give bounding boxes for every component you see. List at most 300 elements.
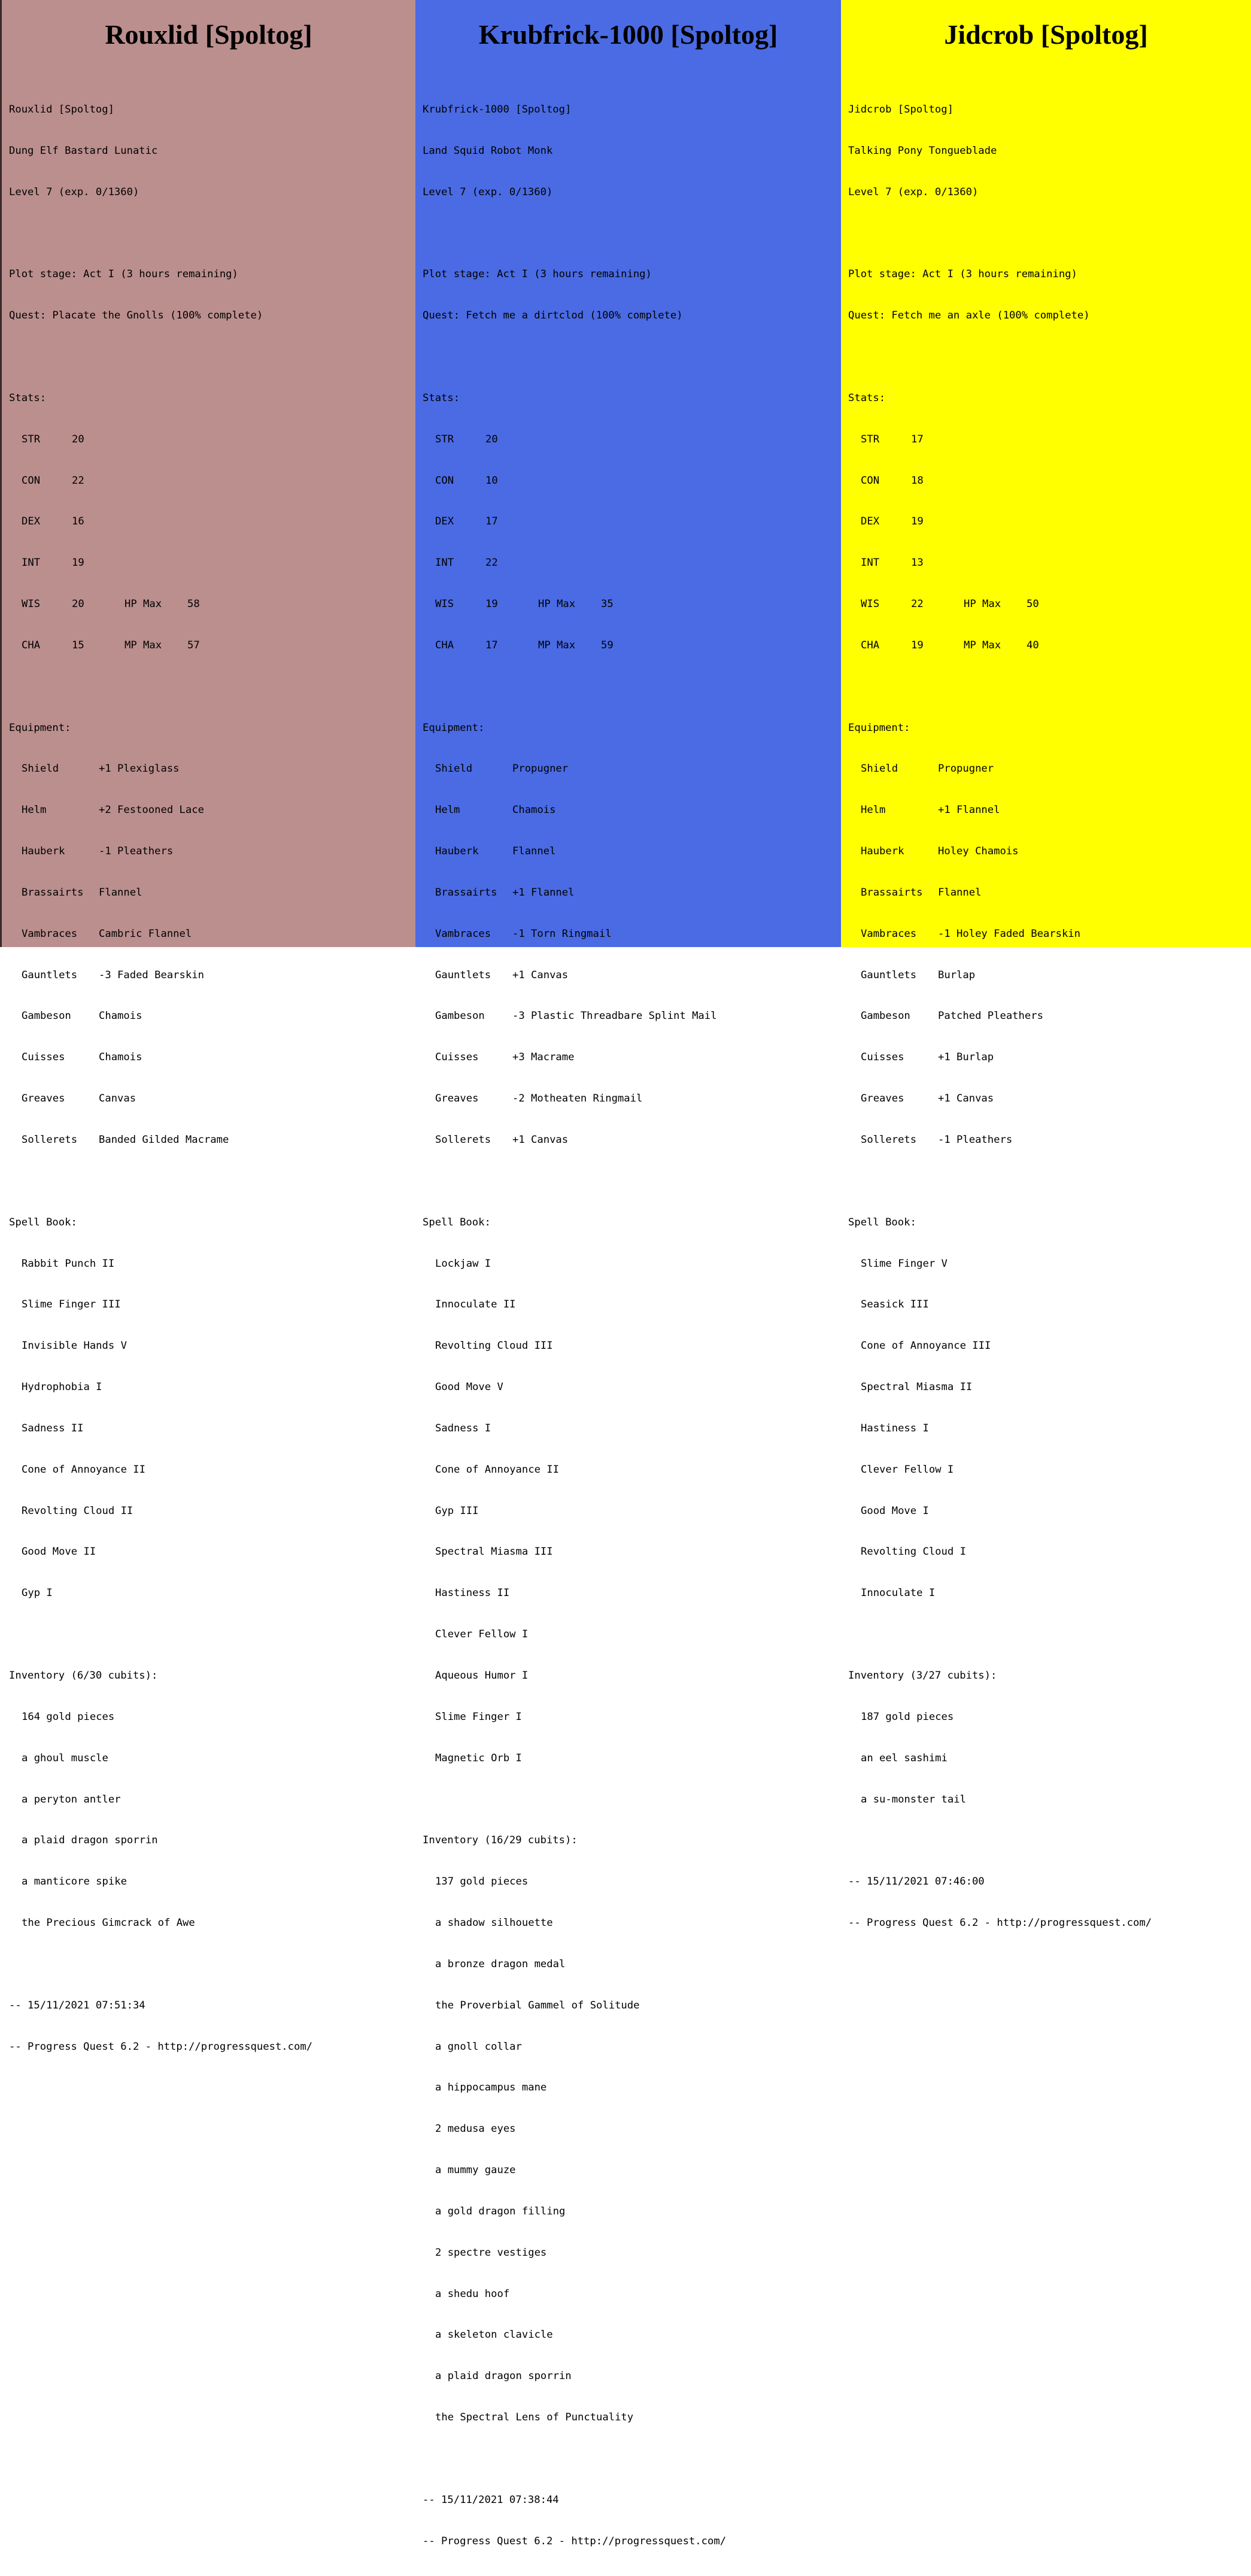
- spell-item: [848, 1586, 1251, 1600]
- stat-row: [848, 433, 1251, 447]
- inventory-item-name: a ghoul muscle: [22, 1752, 108, 1764]
- stat-row: [9, 433, 415, 447]
- character-name: Rouxlid [Spoltog]: [9, 103, 114, 116]
- equipment-slot: Gauntlets: [861, 969, 917, 981]
- equipment-row: [423, 1009, 841, 1023]
- stat-value: 19: [911, 639, 924, 651]
- spell-item: [848, 1298, 1251, 1312]
- equipment-item: +1 Canvas: [938, 1093, 994, 1105]
- inventory-item-name: a gnoll collar: [435, 2040, 522, 2053]
- stat-name: INT: [861, 557, 880, 569]
- spacer: [848, 226, 1251, 240]
- spacer: [848, 1175, 1251, 1188]
- stat-name: CON: [435, 474, 454, 487]
- equipment-slot: Sollerets: [861, 1134, 917, 1146]
- character-column-jidcrob: [841, 0, 1251, 1929]
- spell-item: [423, 1380, 841, 1394]
- spell-name: Revolting Cloud III: [435, 1340, 553, 1352]
- stat-name: INT: [22, 557, 41, 569]
- timestamp: -- 15/11/2021 07:51:34: [9, 1999, 145, 2011]
- stat-row: [9, 597, 415, 611]
- spell-item: [423, 1545, 841, 1559]
- equipment-row: [423, 927, 841, 941]
- equipment-header: Equipment:: [848, 721, 910, 734]
- character-name: Jidcrob [Spoltog]: [848, 103, 954, 116]
- equipment-row: [9, 1051, 415, 1064]
- inventory-item-name: an eel sashimi: [861, 1752, 948, 1764]
- mp-max-value: 57: [187, 639, 200, 651]
- inventory-item-name: a gold dragon filling: [435, 2205, 566, 2217]
- stat-name: DEX: [22, 515, 41, 528]
- inventory-item-name: 2 spectre vestiges: [435, 2246, 547, 2259]
- equipment-item: +1 Canvas: [512, 1134, 569, 1146]
- stat-value: 20: [72, 433, 84, 445]
- equipment-row: [423, 803, 841, 817]
- spacer: [848, 1628, 1251, 1642]
- stat-name: STR: [861, 433, 880, 445]
- equipment-item: +2 Festooned Lace: [99, 804, 204, 817]
- spell-name: Sadness I: [435, 1422, 491, 1434]
- spacer: [423, 226, 841, 240]
- equipment-slot: Hauberk: [861, 845, 904, 858]
- spell-item: [848, 1422, 1251, 1436]
- inventory-item: [848, 1752, 1251, 1765]
- inventory-item: [848, 1710, 1251, 1724]
- hp-max-value: 50: [1027, 598, 1039, 611]
- spell-name: Hydrophobia I: [22, 1381, 102, 1394]
- equipment-item: Chamois: [99, 1010, 142, 1022]
- stats-header: Stats:: [848, 392, 886, 404]
- stat-row: [848, 474, 1251, 488]
- quest: Quest: Fetch me a dirtclod (100% complete): [423, 310, 683, 322]
- stat-value: 22: [485, 557, 498, 569]
- stat-value: 22: [72, 474, 84, 487]
- spacer: [9, 1175, 415, 1188]
- stat-name: DEX: [435, 515, 454, 528]
- equipment-slot: Vambraces: [435, 927, 491, 940]
- stat-row: [423, 597, 841, 611]
- equipment-slot: Cuisses: [22, 1051, 65, 1064]
- inventory-item-name: a hippocampus mane: [435, 2082, 547, 2094]
- spell-name: Gyp III: [435, 1504, 479, 1517]
- column-title: Jidcrob [Spoltog]: [944, 19, 1148, 50]
- spell-name: Cone of Annoyance III: [861, 1340, 991, 1352]
- inventory-item: [9, 1834, 415, 1847]
- spell-item: [423, 1298, 841, 1312]
- quest: Quest: Fetch me an axle (100% complete): [848, 310, 1090, 322]
- inventory-item: [9, 1793, 415, 1807]
- equipment-slot: Brassairts: [435, 886, 497, 899]
- stat-value: 19: [485, 598, 498, 611]
- footer-credit: -- Progress Quest 6.2 - http://progressquest.com/: [423, 2535, 727, 2547]
- spell-name: Good Move I: [861, 1504, 929, 1517]
- mp-max-label: MP Max: [538, 639, 576, 651]
- equipment-slot: Shield: [861, 763, 898, 775]
- spacer: [423, 2452, 841, 2466]
- equipment-item: -1 Pleathers: [938, 1134, 1013, 1146]
- race-class: Talking Pony Tongueblade: [848, 144, 997, 157]
- character-sheet: [423, 75, 841, 2576]
- stat-row: [9, 474, 415, 488]
- inventory-item-name: the Spectral Lens of Punctuality: [435, 2411, 634, 2424]
- stat-value: 17: [485, 639, 498, 651]
- level: Level 7 (exp. 0/1360): [848, 186, 979, 198]
- spell-name: Slime Finger V: [861, 1257, 948, 1270]
- inventory-item-name: a shedu hoof: [435, 2287, 510, 2300]
- inventory-header: Inventory (6/30 cubits):: [9, 1669, 158, 1682]
- spell-name: Cone of Annoyance II: [22, 1463, 145, 1476]
- equipment-row: [848, 1133, 1251, 1147]
- spellbook-header: Spell Book:: [9, 1216, 77, 1228]
- plot-stage: Plot stage: Act I (3 hours remaining): [9, 268, 238, 281]
- stat-name: CON: [861, 474, 880, 487]
- spellbook-header: Spell Book:: [848, 1216, 916, 1228]
- spacer: [423, 350, 841, 364]
- equipment-item: +1 Flannel: [512, 886, 575, 899]
- spacer: [848, 680, 1251, 694]
- stat-value: 22: [911, 598, 924, 611]
- inventory-item-name: a mummy gauze: [435, 2164, 516, 2177]
- inventory-item: [423, 1958, 841, 1971]
- stat-row: [9, 639, 415, 653]
- mp-max-value: 59: [601, 639, 614, 651]
- inventory-item: [423, 2205, 841, 2219]
- spell-item: [848, 1545, 1251, 1559]
- spell-name: Cone of Annoyance II: [435, 1463, 559, 1476]
- stat-value: 15: [72, 639, 84, 651]
- inventory-item-name: 137 gold pieces: [435, 1876, 529, 1888]
- stat-value: 16: [72, 515, 84, 528]
- equipment-item: Flannel: [512, 845, 556, 858]
- inventory-header: Inventory (16/29 cubits):: [423, 1834, 578, 1847]
- inventory-item: [9, 1752, 415, 1765]
- stat-name: DEX: [861, 515, 880, 528]
- inventory-item: [423, 1875, 841, 1889]
- equipment-item: +1 Canvas: [512, 969, 569, 981]
- footer-credit: -- Progress Quest 6.2 - http://progressquest.com/: [9, 2040, 313, 2053]
- equipment-slot: Greaves: [435, 1093, 479, 1105]
- equipment-slot: Shield: [435, 763, 473, 775]
- level: Level 7 (exp. 0/1360): [9, 186, 139, 198]
- spell-item: [848, 1380, 1251, 1394]
- inventory-item-name: 164 gold pieces: [22, 1710, 115, 1723]
- hp-max-value: 35: [601, 598, 614, 611]
- spacer: [9, 1628, 415, 1642]
- stat-row: [848, 515, 1251, 529]
- stat-value: 19: [72, 557, 84, 569]
- equipment-row: [848, 969, 1251, 982]
- spell-name: Clever Fellow I: [435, 1628, 529, 1641]
- equipment-item: +1 Burlap: [938, 1051, 994, 1064]
- stat-value: 19: [911, 515, 924, 528]
- level: Level 7 (exp. 0/1360): [423, 186, 553, 198]
- inventory-item-name: the Precious Gimcrack of Awe: [22, 1917, 195, 1929]
- spell-item: [423, 1586, 841, 1600]
- spell-item: [848, 1463, 1251, 1477]
- spell-item: [9, 1339, 415, 1353]
- hp-max-label: HP Max: [538, 598, 576, 611]
- spell-item: [848, 1257, 1251, 1271]
- inventory-item-name: a su-monster tail: [861, 1793, 966, 1806]
- spell-name: Innoculate II: [435, 1298, 516, 1311]
- spell-item: [9, 1545, 415, 1559]
- stat-value: 18: [911, 474, 924, 487]
- equipment-item: Burlap: [938, 969, 976, 981]
- equipment-slot: Brassairts: [861, 886, 923, 899]
- inventory-item: [423, 1999, 841, 2013]
- spacer: [9, 350, 415, 364]
- spellbook-header: Spell Book:: [423, 1216, 491, 1228]
- spell-name: Lockjaw I: [435, 1257, 491, 1270]
- inventory-item: [423, 1916, 841, 1930]
- equipment-item: -1 Pleathers: [99, 845, 174, 858]
- spell-item: [9, 1298, 415, 1312]
- stat-name: STR: [22, 433, 41, 445]
- inventory-item: [423, 2081, 841, 2095]
- equipment-item: Propugner: [512, 763, 569, 775]
- mp-max-value: 40: [1027, 639, 1039, 651]
- equipment-item: +3 Macrame: [512, 1051, 575, 1064]
- hp-max-label: HP Max: [964, 598, 1001, 611]
- character-column-rouxlid: [2, 0, 415, 2053]
- stat-value: 20: [485, 433, 498, 445]
- equipment-item: -3 Plastic Threadbare Splint Mail: [512, 1010, 717, 1022]
- inventory-item-name: 2 medusa eyes: [435, 2123, 516, 2135]
- spell-item: [423, 1257, 841, 1271]
- plot-stage: Plot stage: Act I (3 hours remaining): [848, 268, 1077, 281]
- spacer: [423, 1175, 841, 1188]
- equipment-slot: Helm: [435, 804, 460, 817]
- inventory-item: [423, 2040, 841, 2054]
- equipment-slot: Cuisses: [861, 1051, 904, 1064]
- equipment-slot: Greaves: [22, 1093, 65, 1105]
- spacer: [9, 680, 415, 694]
- spacer: [848, 350, 1251, 364]
- spell-name: Innoculate I: [861, 1587, 936, 1600]
- spell-name: Good Move V: [435, 1381, 503, 1394]
- timestamp: -- 15/11/2021 07:46:00: [848, 1876, 985, 1888]
- equipment-row: [9, 969, 415, 982]
- equipment-row: [848, 927, 1251, 941]
- spell-name: Magnetic Orb I: [435, 1752, 522, 1764]
- spell-name: Spectral Miasma II: [861, 1381, 973, 1394]
- stat-row: [9, 515, 415, 529]
- spell-name: Seasick III: [861, 1298, 929, 1311]
- equipment-slot: Sollerets: [435, 1134, 491, 1146]
- inventory-item-name: a manticore spike: [22, 1876, 127, 1888]
- equipment-item: Propugner: [938, 763, 994, 775]
- spell-item: [9, 1463, 415, 1477]
- stat-name: CHA: [435, 639, 454, 651]
- equipment-row: [9, 845, 415, 858]
- spacer: [9, 1958, 415, 1971]
- spell-name: Revolting Cloud I: [861, 1546, 966, 1558]
- stat-row: [848, 556, 1251, 570]
- character-sheet: [9, 75, 415, 2081]
- stat-name: CHA: [861, 639, 880, 651]
- stat-value: 17: [911, 433, 924, 445]
- equipment-slot: Hauberk: [435, 845, 479, 858]
- equipment-slot: Vambraces: [861, 927, 917, 940]
- hp-max-value: 58: [187, 598, 200, 611]
- spell-item: [423, 1752, 841, 1765]
- equipment-item: Banded Gilded Macrame: [99, 1134, 229, 1146]
- stats-header: Stats:: [423, 392, 460, 404]
- spell-name: Gyp I: [22, 1587, 53, 1600]
- spell-name: Rabbit Punch II: [22, 1257, 115, 1270]
- equipment-row: [848, 1092, 1251, 1106]
- stat-row: [423, 556, 841, 570]
- inventory-item: [423, 2411, 841, 2425]
- equipment-row: [9, 1133, 415, 1147]
- stat-value: 17: [485, 515, 498, 528]
- character-sheet: [848, 75, 1251, 1958]
- stat-row: [423, 639, 841, 653]
- equipment-slot: Helm: [22, 804, 47, 817]
- equipment-slot: Helm: [861, 804, 886, 817]
- character-name: Krubfrick-1000 [Spoltog]: [423, 103, 572, 116]
- inventory-item: [423, 2122, 841, 2136]
- equipment-row: [423, 1133, 841, 1147]
- spell-item: [423, 1463, 841, 1477]
- equipment-row: [848, 845, 1251, 858]
- spell-item: [9, 1504, 415, 1518]
- equipment-item: Chamois: [512, 804, 556, 817]
- stat-name: INT: [435, 557, 454, 569]
- equipment-item: Cambric Flannel: [99, 927, 192, 940]
- equipment-slot: Greaves: [861, 1093, 904, 1105]
- spell-item: [9, 1422, 415, 1436]
- equipment-slot: Shield: [22, 763, 59, 775]
- race-class: Dung Elf Bastard Lunatic: [9, 144, 158, 157]
- equipment-row: [423, 762, 841, 776]
- quest: Quest: Placate the Gnolls (100% complete): [9, 310, 263, 322]
- equipment-item: Canvas: [99, 1093, 136, 1105]
- stat-row: [423, 474, 841, 488]
- inventory-item-name: a skeleton clavicle: [435, 2329, 553, 2341]
- mp-max-label: MP Max: [125, 639, 162, 651]
- inventory-item: [9, 1875, 415, 1889]
- stat-name: CON: [22, 474, 41, 487]
- inventory-item-name: the Proverbial Gammel of Solitude: [435, 1999, 640, 2011]
- equipment-row: [9, 803, 415, 817]
- spell-name: Slime Finger I: [435, 1710, 522, 1723]
- inventory-item: [423, 2246, 841, 2260]
- stat-row: [848, 639, 1251, 653]
- plot-stage: Plot stage: Act I (3 hours remaining): [423, 268, 652, 281]
- equipment-row: [9, 1092, 415, 1106]
- equipment-slot: Gauntlets: [22, 969, 78, 981]
- equipment-item: -1 Holey Faded Bearskin: [938, 927, 1080, 940]
- stat-name: CHA: [22, 639, 41, 651]
- inventory-header: Inventory (3/27 cubits):: [848, 1669, 997, 1682]
- equipment-row: [848, 762, 1251, 776]
- spacer: [423, 1793, 841, 1807]
- spacer: [423, 680, 841, 694]
- equipment-item: -1 Torn Ringmail: [512, 927, 612, 940]
- stat-name: WIS: [22, 598, 41, 611]
- spell-item: [9, 1586, 415, 1600]
- inventory-item-name: a bronze dragon medal: [435, 1958, 566, 1970]
- equipment-item: +1 Plexiglass: [99, 763, 180, 775]
- equipment-item: Chamois: [99, 1051, 142, 1064]
- stat-name: STR: [435, 433, 454, 445]
- equipment-row: [9, 886, 415, 900]
- spacer: [848, 1834, 1251, 1847]
- inventory-item: [423, 2287, 841, 2301]
- equipment-row: [848, 803, 1251, 817]
- equipment-item: Flannel: [99, 886, 142, 899]
- spell-item: [9, 1380, 415, 1394]
- spell-name: Hastiness I: [861, 1422, 929, 1434]
- equipment-slot: Sollerets: [22, 1134, 78, 1146]
- spell-name: Spectral Miasma III: [435, 1546, 553, 1558]
- stat-row: [423, 515, 841, 529]
- spell-item: [423, 1504, 841, 1518]
- spell-name: Revolting Cloud II: [22, 1504, 133, 1517]
- equipment-item: -2 Motheaten Ringmail: [512, 1093, 643, 1105]
- equipment-row: [423, 886, 841, 900]
- equipment-slot: Brassairts: [22, 886, 84, 899]
- spell-item: [9, 1257, 415, 1271]
- stat-name: WIS: [435, 598, 454, 611]
- stat-name: WIS: [861, 598, 880, 611]
- equipment-slot: Hauberk: [22, 845, 65, 858]
- equipment-slot: Gambeson: [22, 1010, 71, 1022]
- equipment-slot: Gambeson: [861, 1010, 910, 1022]
- spell-item: [423, 1339, 841, 1353]
- spell-name: Hastiness II: [435, 1587, 510, 1600]
- inventory-item-name: a plaid dragon sporrin: [22, 1834, 158, 1847]
- equipment-slot: Gauntlets: [435, 969, 491, 981]
- race-class: Land Squid Robot Monk: [423, 144, 553, 157]
- equipment-row: [848, 1009, 1251, 1023]
- equipment-item: Patched Pleathers: [938, 1010, 1043, 1022]
- equipment-slot: Cuisses: [435, 1051, 479, 1064]
- inventory-item-name: a shadow silhouette: [435, 1917, 553, 1929]
- equipment-item: +1 Flannel: [938, 804, 1000, 817]
- inventory-item: [848, 1793, 1251, 1807]
- column-title: Krubfrick-1000 [Spoltog]: [478, 19, 778, 50]
- equipment-item: Flannel: [938, 886, 982, 899]
- timestamp: -- 15/11/2021 07:38:44: [423, 2493, 559, 2506]
- equipment-row: [848, 886, 1251, 900]
- spell-name: Sadness II: [22, 1422, 84, 1434]
- character-column-krubfrick: [415, 0, 841, 2547]
- spell-item: [848, 1504, 1251, 1518]
- hp-max-label: HP Max: [125, 598, 162, 611]
- spell-name: Clever Fellow I: [861, 1463, 954, 1476]
- spell-item: [423, 1710, 841, 1724]
- equipment-row: [423, 1092, 841, 1106]
- equipment-slot: Gambeson: [435, 1010, 485, 1022]
- spell-item: [423, 1628, 841, 1642]
- equipment-header: Equipment:: [423, 721, 485, 734]
- footer-credit: -- Progress Quest 6.2 - http://progressquest.com/: [848, 1917, 1152, 1929]
- equipment-row: [848, 1051, 1251, 1064]
- inventory-item: [9, 1710, 415, 1724]
- column-title: Rouxlid [Spoltog]: [105, 19, 312, 50]
- inventory-item: [423, 2164, 841, 2177]
- equipment-header: Equipment:: [9, 721, 71, 734]
- stat-row: [9, 556, 415, 570]
- inventory-item: [9, 1916, 415, 1930]
- inventory-item: [423, 2328, 841, 2342]
- inventory-item-name: a peryton antler: [22, 1793, 121, 1806]
- equipment-row: [9, 762, 415, 776]
- equipment-row: [423, 1051, 841, 1064]
- equipment-item: -3 Faded Bearskin: [99, 969, 204, 981]
